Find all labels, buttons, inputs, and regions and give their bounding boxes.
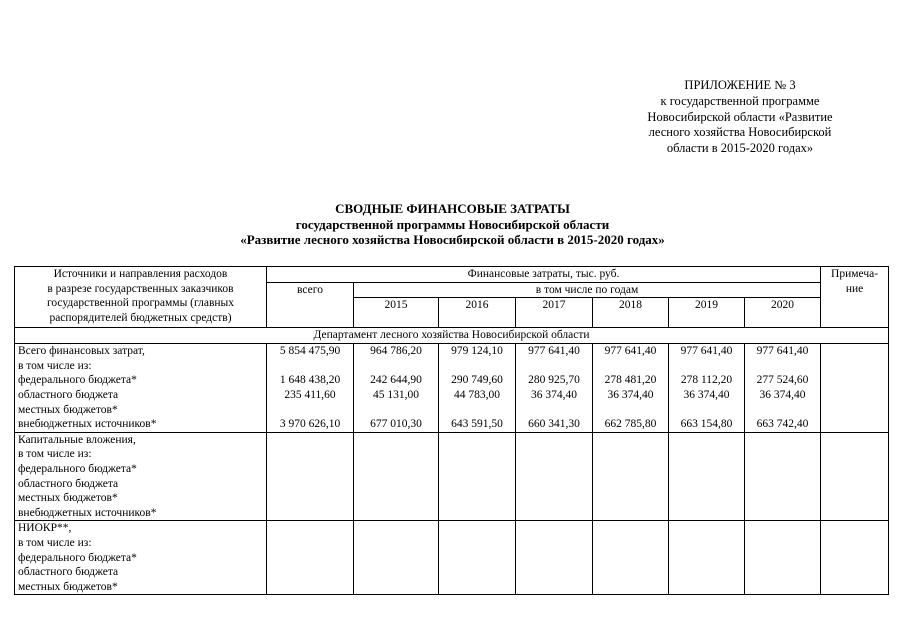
document-title — [0, 201, 905, 248]
value — [672, 403, 741, 418]
appendix-line: ПРИЛОЖЕНИЕ № 3 — [684, 78, 796, 92]
year-header: 2018 — [593, 298, 669, 328]
value-cell-total — [267, 344, 354, 433]
title-line: государственной программы Новосибирской области — [295, 216, 610, 232]
year-header: 2016 — [439, 298, 516, 328]
row-label: федерального бюджета* — [18, 462, 137, 475]
value: 278 112,20 — [680, 374, 733, 387]
year-header: 2020 — [745, 298, 821, 328]
appendix-line: области в 2015-2020 годах» — [666, 141, 814, 156]
note-cell — [821, 432, 889, 521]
value: 290 749,60 — [451, 374, 503, 387]
value-cell-2017 — [516, 521, 593, 595]
value: 36 374,40 — [759, 388, 806, 401]
row-label: федерального бюджета* — [18, 374, 137, 387]
value: 979 124,10 — [451, 345, 503, 358]
value: 5 854 475,90 — [279, 345, 341, 358]
value-cell-2020 — [745, 344, 821, 433]
year-header: 2015 — [354, 298, 439, 328]
financial-costs-table — [14, 266, 889, 595]
value: 3 970 626,10 — [279, 418, 341, 431]
value: 242 644,90 — [370, 374, 422, 387]
value-cell-2016 — [439, 432, 516, 521]
value-cell-2018 — [593, 432, 669, 521]
value — [748, 359, 817, 374]
row-label: внебюджетных источников* — [18, 418, 157, 431]
value-cell-2016 — [439, 521, 516, 595]
table-row — [15, 432, 889, 521]
value: 1 648 438,20 — [279, 374, 341, 387]
value: 663 154,80 — [680, 418, 733, 431]
value: 662 785,80 — [604, 418, 657, 431]
value: 643 591,50 — [451, 418, 503, 431]
value — [270, 403, 350, 418]
year-header: 2019 — [669, 298, 745, 328]
appendix-line: Новосибирской области «Развитие — [647, 109, 833, 124]
value — [519, 359, 589, 374]
value — [442, 403, 512, 418]
value: 977 641,40 — [604, 345, 657, 358]
row-label-cell — [15, 344, 267, 433]
value-cell-2019 — [669, 521, 745, 595]
finance-column-header: Финансовые затраты, тыс. руб. — [267, 267, 821, 283]
source-column-header — [15, 267, 267, 328]
value: 36 374,40 — [607, 388, 654, 401]
value: 36 374,40 — [683, 388, 730, 401]
row-label: местных бюджетов* — [18, 403, 118, 416]
header-line: ние — [845, 282, 864, 295]
row-label-cell — [15, 432, 267, 521]
value: 977 641,40 — [756, 345, 809, 358]
total-column-header: всего — [267, 282, 354, 328]
value — [519, 403, 589, 418]
header-line: Примеча- — [831, 268, 879, 280]
department-row: Департамент лесного хозяйства Новосибирской области — [15, 328, 889, 344]
row-label: Всего финансовых затрат, — [18, 345, 145, 358]
row-label: Капитальные вложения, — [18, 433, 136, 446]
header-line: Источники и направления расходов — [53, 268, 228, 280]
value-cell-2015 — [354, 521, 439, 595]
header-line: распорядителей бюджетных средств) — [49, 311, 232, 324]
value-cell-2020 — [745, 432, 821, 521]
value — [748, 403, 817, 418]
value: 663 742,40 — [756, 418, 809, 431]
value — [672, 359, 741, 374]
title-line: СВОДНЫЕ ФИНАНСОВЫЕ ЗАТРАТЫ — [335, 201, 570, 216]
value-cell-2015 — [354, 432, 439, 521]
value — [596, 359, 665, 374]
value: 660 341,30 — [528, 418, 580, 431]
value — [442, 359, 512, 374]
row-label: местных бюджетов* — [18, 492, 118, 505]
row-label: НИОКР**, — [18, 522, 72, 535]
value-cell-2018 — [593, 521, 669, 595]
appendix-header — [600, 78, 880, 157]
value: 44 783,00 — [454, 388, 500, 401]
value-cell-total — [267, 521, 354, 595]
row-label: областного бюджета — [18, 388, 119, 401]
value-cell-2017 — [516, 344, 593, 433]
value-cell-2018 — [593, 344, 669, 433]
note-column-header — [821, 267, 889, 328]
row-label: областного бюджета — [18, 477, 119, 490]
appendix-line: лесного хозяйства Новосибирской — [648, 125, 832, 140]
value-cell-total — [267, 432, 354, 521]
row-label: в том числе из: — [18, 448, 92, 461]
value: 280 925,70 — [528, 374, 580, 387]
header-line: в разрезе государственных заказчиков — [47, 282, 234, 295]
value — [357, 359, 435, 374]
value-cell-2020 — [745, 521, 821, 595]
value-cell-2019 — [669, 344, 745, 433]
value-cell-2017 — [516, 432, 593, 521]
note-cell — [821, 521, 889, 595]
value: 977 641,40 — [528, 345, 580, 358]
value: 45 131,00 — [373, 388, 419, 401]
value: 964 786,20 — [370, 345, 422, 358]
row-label: внебюджетных источников* — [18, 506, 157, 519]
value — [270, 359, 350, 374]
row-label-cell — [15, 521, 267, 595]
note-cell — [821, 344, 889, 433]
row-label: федерального бюджета* — [18, 551, 137, 564]
row-label: в том числе из: — [18, 359, 92, 372]
table-row — [15, 521, 889, 595]
year-header: 2017 — [516, 298, 593, 328]
header-line: государственной программы (главных — [46, 297, 235, 310]
value — [357, 403, 435, 418]
value: 36 374,40 — [531, 388, 577, 401]
value — [596, 403, 665, 418]
by-years-header: в том числе по годам — [354, 282, 821, 298]
title-line: «Развитие лесного хозяйства Новосибирской области в 2015-2020 годах» — [240, 232, 665, 247]
value: 235 411,60 — [284, 388, 336, 401]
table-row — [15, 344, 889, 433]
value-cell-2015 — [354, 344, 439, 433]
row-label: местных бюджетов* — [18, 580, 118, 593]
value-cell-2019 — [669, 432, 745, 521]
row-label: областного бюджета — [18, 566, 119, 579]
value: 977 641,40 — [680, 345, 733, 358]
row-label: в том числе из: — [18, 536, 92, 549]
value: 677 010,30 — [370, 418, 422, 431]
value: 278 481,20 — [604, 374, 657, 387]
value: 277 524,60 — [756, 374, 809, 387]
value-cell-2016 — [439, 344, 516, 433]
appendix-line: к государственной программе — [660, 93, 820, 108]
